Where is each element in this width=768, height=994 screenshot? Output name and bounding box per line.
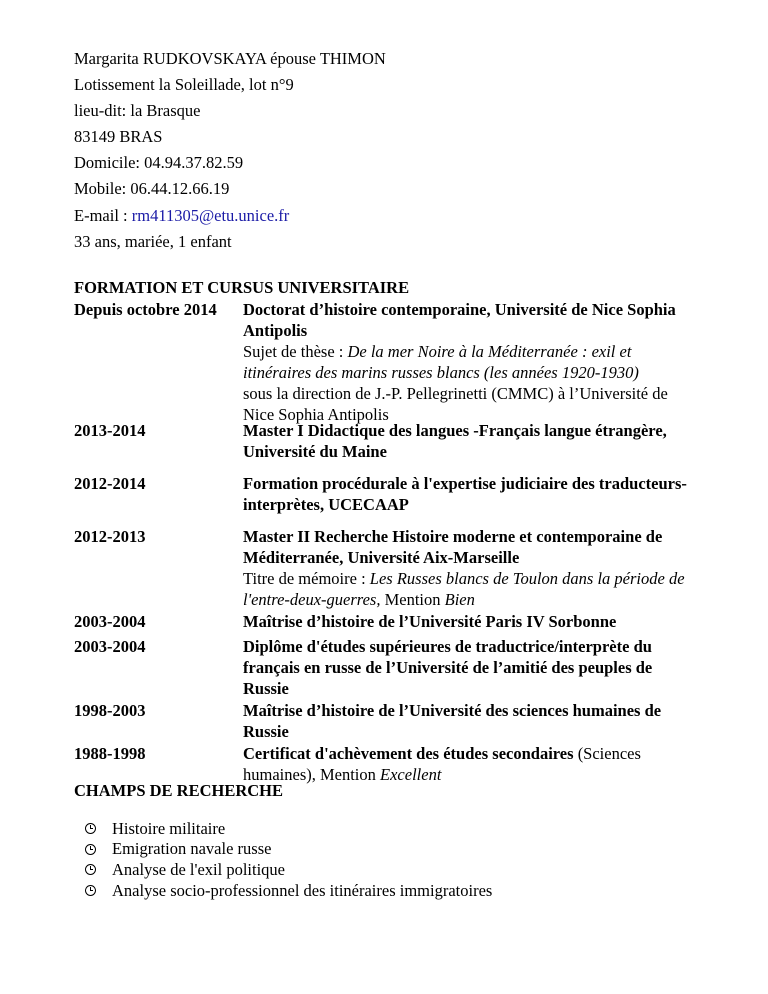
address-line-1: Lotissement la Soleillade, lot n°9	[74, 75, 294, 95]
clock-icon	[85, 864, 96, 875]
memoir-title-text: Les Russes blancs de Toulon dans la période de l'entre-deux-guerres,	[243, 569, 685, 609]
personal-info: 33 ans, mariée, 1 enfant	[74, 231, 232, 251]
email-line	[74, 205, 386, 231]
thesis-subject-label: Sujet de thèse :	[243, 342, 348, 361]
address-line-3: 83149 BRAS	[74, 127, 163, 147]
entry-degree: Master II Recherche Histoire moderne et contemporaine de Méditerranée, Université Aix-Marseille	[243, 527, 663, 567]
entry-period: 2012-2014	[74, 474, 146, 493]
list-item	[85, 880, 492, 901]
entry-degree: Master I Didactique des langues -Français langue étrangère, Université du Maine	[243, 421, 667, 461]
entry-period: 1998-2003	[74, 701, 146, 720]
entry-degree: Diplôme d'études supérieures de traductrice/interprète du français en russe de l’Université de l’amitié des peuples de Russie	[243, 637, 653, 698]
entry-description	[243, 526, 693, 610]
clock-icon	[85, 823, 96, 834]
list-item	[85, 818, 492, 839]
mention-value: Excellent	[380, 765, 442, 784]
entry-degree: Doctorat d’histoire contemporaine, Université de Nice Sophia Antipolis	[243, 300, 676, 340]
entry-period: 2003-2004	[74, 612, 146, 631]
mobile-phone: Mobile: 06.44.12.66.19	[74, 179, 230, 199]
list-item-label: Histoire militaire	[112, 818, 226, 838]
list-item-label: Emigration navale russe	[112, 839, 272, 859]
formation-heading: FORMATION ET CURSUS UNIVERSITAIRE	[74, 278, 410, 297]
mention-value: Bien	[444, 590, 475, 609]
recherche-heading: CHAMPS DE RECHERCHE	[74, 781, 284, 800]
research-list	[85, 818, 492, 900]
home-phone: Domicile: 04.94.37.82.59	[74, 153, 244, 173]
memoir-title	[243, 568, 693, 610]
clock-icon	[85, 844, 96, 855]
contact-block	[74, 48, 386, 257]
entry-degree: Maîtrise d’histoire de l’Université Paris IV Sorbonne	[243, 612, 617, 631]
clock-icon	[85, 885, 96, 896]
entry-degree: Maîtrise d’histoire de l’Université des sciences humaines de Russie	[243, 701, 662, 741]
thesis-subject-title: De la mer Noire à la Méditerranée : exil et itinéraires des marins russes blancs (les années 1920-1930)	[243, 342, 639, 382]
contact-name: Margarita RUDKOVSKAYA épouse THIMON	[74, 49, 386, 68]
list-item-label: Analyse de l'exil politique	[112, 859, 285, 879]
entry-degree: Formation procédurale à l'expertise judiciaire des traducteurs-interprètes, UCECAAP	[243, 474, 687, 514]
thesis-subject	[243, 341, 693, 383]
email-link[interactable]: rm411305@etu.unice.fr	[131, 205, 290, 225]
list-item	[85, 839, 492, 860]
entry-detail: (Sciences humaines), Mention	[243, 744, 641, 784]
entry-description	[243, 743, 693, 785]
list-item	[85, 859, 492, 880]
address-line-2: lieu-dit: la Brasque	[74, 101, 201, 121]
entry-description	[243, 299, 693, 425]
thesis-supervision: sous la direction de J.-P. Pellegrinetti (CMMC) à l’Université de Nice Sophia Antipolis	[243, 384, 668, 424]
entry-period: 2003-2004	[74, 637, 146, 656]
entry-period: 2013-2014	[74, 421, 146, 440]
entry-period: 2012-2013	[74, 527, 146, 546]
mention-label: Mention	[380, 590, 445, 609]
entry-period: 1988-1998	[74, 744, 146, 763]
memoir-label: Titre de mémoire :	[243, 569, 370, 588]
email-label: E-mail :	[74, 205, 132, 225]
entry-degree: Certificat d'achèvement des études secondaires	[243, 744, 574, 763]
list-item-label: Analyse socio-professionnel des itinéraires immigratoires	[112, 880, 493, 900]
entry-period: Depuis octobre 2014	[74, 300, 217, 319]
